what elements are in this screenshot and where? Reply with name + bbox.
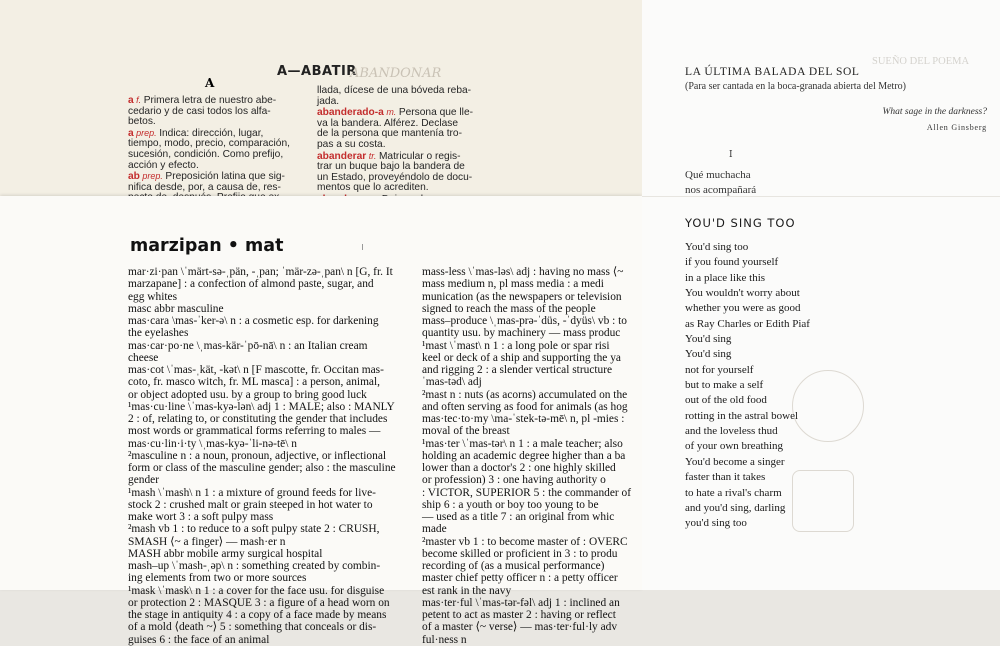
part-of-speech: tr. <box>366 150 379 161</box>
dictionary-line: made <box>422 523 447 536</box>
headword: ab <box>128 171 140 183</box>
dictionary-line: cheese <box>128 351 159 364</box>
dictionary-line: mas·car·po·ne \ˌmas-kär-ˈpō-nā\ n : an Italian cream <box>128 339 368 352</box>
poem-line: You wouldn't worry about <box>685 287 800 300</box>
dictionary-line <box>317 86 487 97</box>
dictionary-line: marzapane] : a confection of almond paste, sugar, and <box>128 278 374 291</box>
dictionary-line: or object adopted usu. by a group to bring good luck <box>128 388 367 401</box>
spanish-poem-line: nos acompañará <box>685 184 757 196</box>
dictionary-line: and often serving as food for animals (as hog <box>422 400 628 413</box>
gutter-mark <box>362 244 363 250</box>
definition-text: va la bandera. Alférez. Declase <box>317 117 459 129</box>
definition-text: de la persona que mantenía tro- <box>317 128 462 140</box>
poem-line: You'd become a singer <box>685 455 785 468</box>
dictionary-line: est rank in the navy <box>422 584 512 597</box>
dictionary-line <box>317 97 487 108</box>
part-of-speech: m. <box>383 107 399 118</box>
dictionary-line: the eyelashes <box>128 327 189 340</box>
dictionary-line: gender <box>128 474 159 487</box>
poem-line: whether you were as good <box>685 302 801 315</box>
dictionary-line: or profession) 3 : one having authority o <box>422 474 606 487</box>
dictionary-line: mas·cot \ˈmas-ˌkät, -kət\ n [F mascotte, fr. Occitan mas- <box>128 364 384 376</box>
headword: abanderar <box>317 150 367 162</box>
poem-line: as Ray Charles or Edith Piaf <box>685 317 810 330</box>
definition-text: Indica: dirección, lugar, <box>159 127 264 139</box>
dictionary-line: — used as a title 7 : an original from whic <box>422 511 615 523</box>
poem-line: You'd sing too <box>685 241 749 253</box>
definition-text: Persona que lle- <box>398 107 474 119</box>
dictionary-line: : VICTOR, SUPERIOR 5 : the commander of <box>422 486 632 499</box>
english-dictionary-scan <box>0 196 642 646</box>
dictionary-line: form or class of the masculine gender; also : the masculine <box>128 462 396 474</box>
poem-line: if you found yourself <box>685 256 779 269</box>
dictionary-line: mas·cu·lin·i·ty \ˌmas-kyə-ˈli-nə-tē\ n <box>128 437 297 450</box>
ballad-subtitle: (Para ser cantada en la boca-granada abierta del Metro) <box>685 81 906 92</box>
dictionary-line: ²master vb 1 : to become master of : OVERC <box>422 535 628 548</box>
definition-text: pas a su costa. <box>317 138 386 150</box>
poem-line: to hate a rival's charm <box>685 486 782 499</box>
dictionary-line: ²mast n : nuts (as acorns) accumulated on the <box>422 388 628 401</box>
definition-text: tiempo, modo, precio, comparación, <box>128 138 290 150</box>
definition-text: Matricular o regis- <box>378 150 461 162</box>
poem-line: rotting in the astral bowel <box>685 409 799 422</box>
dictionary-line: egg whites <box>128 290 178 303</box>
definition-text: Primera letra de nuestro abe- <box>143 95 277 106</box>
dictionary-line: ˈmas-təd\ adj <box>422 376 482 389</box>
dictionary-line: petent to act as master 2 : having or reflect <box>422 609 616 621</box>
poem-line: of your own breathing <box>685 440 784 453</box>
headword: abanderado-a <box>317 107 384 119</box>
headword: a <box>128 127 134 139</box>
poem-line: out of the old food <box>685 394 767 407</box>
english-column-1 <box>128 266 404 646</box>
dictionary-line <box>317 183 487 194</box>
dictionary-line <box>128 161 298 172</box>
poem-line: You'd sing <box>685 348 732 361</box>
dictionary-line: coto, fr. masco witch, fr. ML masca] : a person, animal, <box>128 376 380 389</box>
part-of-speech: prep. <box>133 127 160 138</box>
part-of-speech: prep. <box>139 171 166 182</box>
dictionary-line: ¹mas·cu·line \ˈmas-kyə-lən\ adj 1 : MALE; also : MANLY <box>128 400 395 413</box>
poem-line: in a place like this <box>685 271 766 284</box>
poem-body <box>685 240 810 532</box>
definition-text: trar un buque bajo la bandera de <box>317 161 465 173</box>
dictionary-line: recording of (as a musical performance) <box>422 560 605 572</box>
dictionary-line: mas·tec·to·my \ma-ˈstek-tə-mē\ n, pl -mies : <box>422 413 625 425</box>
bleed-through-header: SUEÑO DEL POEMA <box>872 56 970 67</box>
dictionary-line <box>317 140 487 151</box>
section-letter: A <box>205 76 215 90</box>
part-of-speech: f. <box>133 95 144 105</box>
dictionary-line: ¹mash \ˈmash\ n 1 : a mixture of ground feeds for live- <box>128 486 376 499</box>
dictionary-line: 2 : of, relating to, or constituting the gender that includes <box>128 413 388 425</box>
dictionary-line: SMASH ⟨~ a finger⟩ — mash·er n <box>128 535 286 548</box>
poem-line: faster than it takes <box>685 471 766 484</box>
dictionary-line: mass-less \ˈmas-ləs\ adj : having no mass ⟨~ <box>422 266 624 278</box>
poem-line: but to make a self <box>685 379 764 392</box>
ballad-title: LA ÚLTIMA BALADA DEL SOL <box>685 66 860 78</box>
definition-text: Preposición latina que sig- <box>165 171 285 183</box>
definition-text: cedario y de casi todos los alfa- <box>128 105 271 117</box>
poem-line: not for yourself <box>685 363 754 376</box>
guide-words: marzipan • mat <box>130 236 284 256</box>
dictionary-line: master chief petty officer n : a petty officer <box>422 572 618 585</box>
poem-title: YOU'D SING TOO <box>685 216 796 230</box>
dictionary-line: of a mold ⟨death ~⟩ 5 : something that conceals or dis- <box>128 621 377 634</box>
dictionary-line: munication (as the newspapers or television <box>422 290 622 303</box>
dictionary-line: moval of the breast <box>422 425 510 438</box>
spanish-dictionary-scan <box>0 0 642 200</box>
dictionary-line: ship 6 : a youth or boy too young to be <box>422 498 599 511</box>
definition-text: llada, dícese de una bóveda reba- <box>317 85 472 96</box>
dictionary-line: signed to reach the mass of the people <box>422 302 596 315</box>
definition-text: mentos que lo acrediten. <box>317 182 429 194</box>
dictionary-line: lower than a doctor's 2 : one highly skilled <box>422 462 616 474</box>
dictionary-line: ful·ness n <box>422 633 467 646</box>
dictionary-line: mas·ter·ful \ˈmas-tər-fəl\ adj 1 : inclined an <box>422 596 620 609</box>
dictionary-line: or protection 2 : MASQUE 3 : a figure of a head worn on <box>128 596 390 609</box>
headword: a <box>128 95 134 106</box>
running-head: A—ABATIR <box>277 64 357 79</box>
dictionary-line: mass medium n, pl mass media : a medi <box>422 278 604 291</box>
english-column-2 <box>422 266 662 646</box>
dictionary-line: MASH abbr mobile army surgical hospital <box>128 547 323 560</box>
dictionary-line: mash–up \ˈmash-ˌəp\ n : something created by combin- <box>128 560 381 572</box>
dictionary-line: ¹mask \ˈmask\ n 1 : a cover for the face usu. for disguise <box>128 584 385 597</box>
dictionary-line: of a master ⟨~ verse⟩ — mas·ter·ful·ly adv <box>422 621 618 634</box>
dictionary-line <box>128 117 298 128</box>
poem-line: you'd sing too <box>685 517 747 530</box>
dictionary-line: make wort 3 : a soft pulpy mass <box>128 511 274 523</box>
page-overlap-edge <box>642 196 1000 197</box>
definition-text: betos. <box>128 116 156 128</box>
dictionary-line: and rigging 2 : a slender vertical structure <box>422 364 613 376</box>
dictionary-line: holding an academic degree higher than a ba <box>422 449 626 462</box>
bleed-through-text: ABANDONAR <box>350 66 442 81</box>
dictionary-line: ²mash vb 1 : to reduce to a soft pulpy state 2 : CRUSH, <box>128 523 380 536</box>
dictionary-line: quantity usu. by machinery — mass produc <box>422 327 621 340</box>
dictionary-line: the stage in antiquity 4 : a copy of a face made by means <box>128 609 387 621</box>
dictionary-line: ing elements from two or more sources <box>128 572 307 585</box>
dictionary-line: mass–produce \ˌmas-prə-ˈdüs, -ˈdyüs\ vb : to <box>422 315 627 327</box>
definition-text: sucesión, condición. Como prefijo, <box>128 148 284 160</box>
definition-text: jada. <box>317 95 340 107</box>
epigraph: What sage in the darkness? <box>882 107 987 117</box>
dictionary-line: most words or grammatical forms referring to males — <box>128 425 381 438</box>
definition-text: nifica desde, por, a causa de, res- <box>128 181 281 193</box>
section-number: I <box>729 150 733 160</box>
spanish-poem-line: Qué muchacha <box>685 169 751 181</box>
poem-page-scan <box>642 0 1000 590</box>
dictionary-line: ¹mast \ˈmast\ n 1 : a long pole or spar risi <box>422 339 610 352</box>
definition-text: un Estado, proveyéndolo de docu- <box>317 171 473 183</box>
poem-line: and the loveless thud <box>685 425 778 438</box>
dictionary-line: mar·zi·pan \ˈmärt-sə-ˌpän, -ˌpan; ˈmär-zə-ˌpan\ n [G, fr. It <box>128 266 393 278</box>
poem-line: and you'd sing, darling <box>685 501 786 514</box>
dictionary-line: mas·cara \mas-ˈker-ə\ n : a cosmetic esp. for darkening <box>128 315 379 327</box>
dictionary-line: guises 6 : the face of an animal <box>128 633 270 646</box>
dictionary-line: masc abbr masculine <box>128 302 224 315</box>
definition-text: acción y efecto. <box>128 159 199 171</box>
dictionary-line: ¹mas·ter \ˈmas-tər\ n 1 : a male teacher; also <box>422 437 623 450</box>
dictionary-line: keel or deck of a ship and supporting the ya <box>422 351 621 364</box>
poem-line: You'd sing <box>685 333 732 346</box>
epigraph-author: Allen Ginsberg <box>926 123 987 132</box>
dictionary-line: ²masculine n : a noun, pronoun, adjective, or inflectional <box>128 449 387 462</box>
dictionary-line: become skilled or proficient in 3 : to produ <box>422 547 618 560</box>
dictionary-line: stock 2 : crushed malt or grain steeped in hot water to <box>128 498 373 511</box>
